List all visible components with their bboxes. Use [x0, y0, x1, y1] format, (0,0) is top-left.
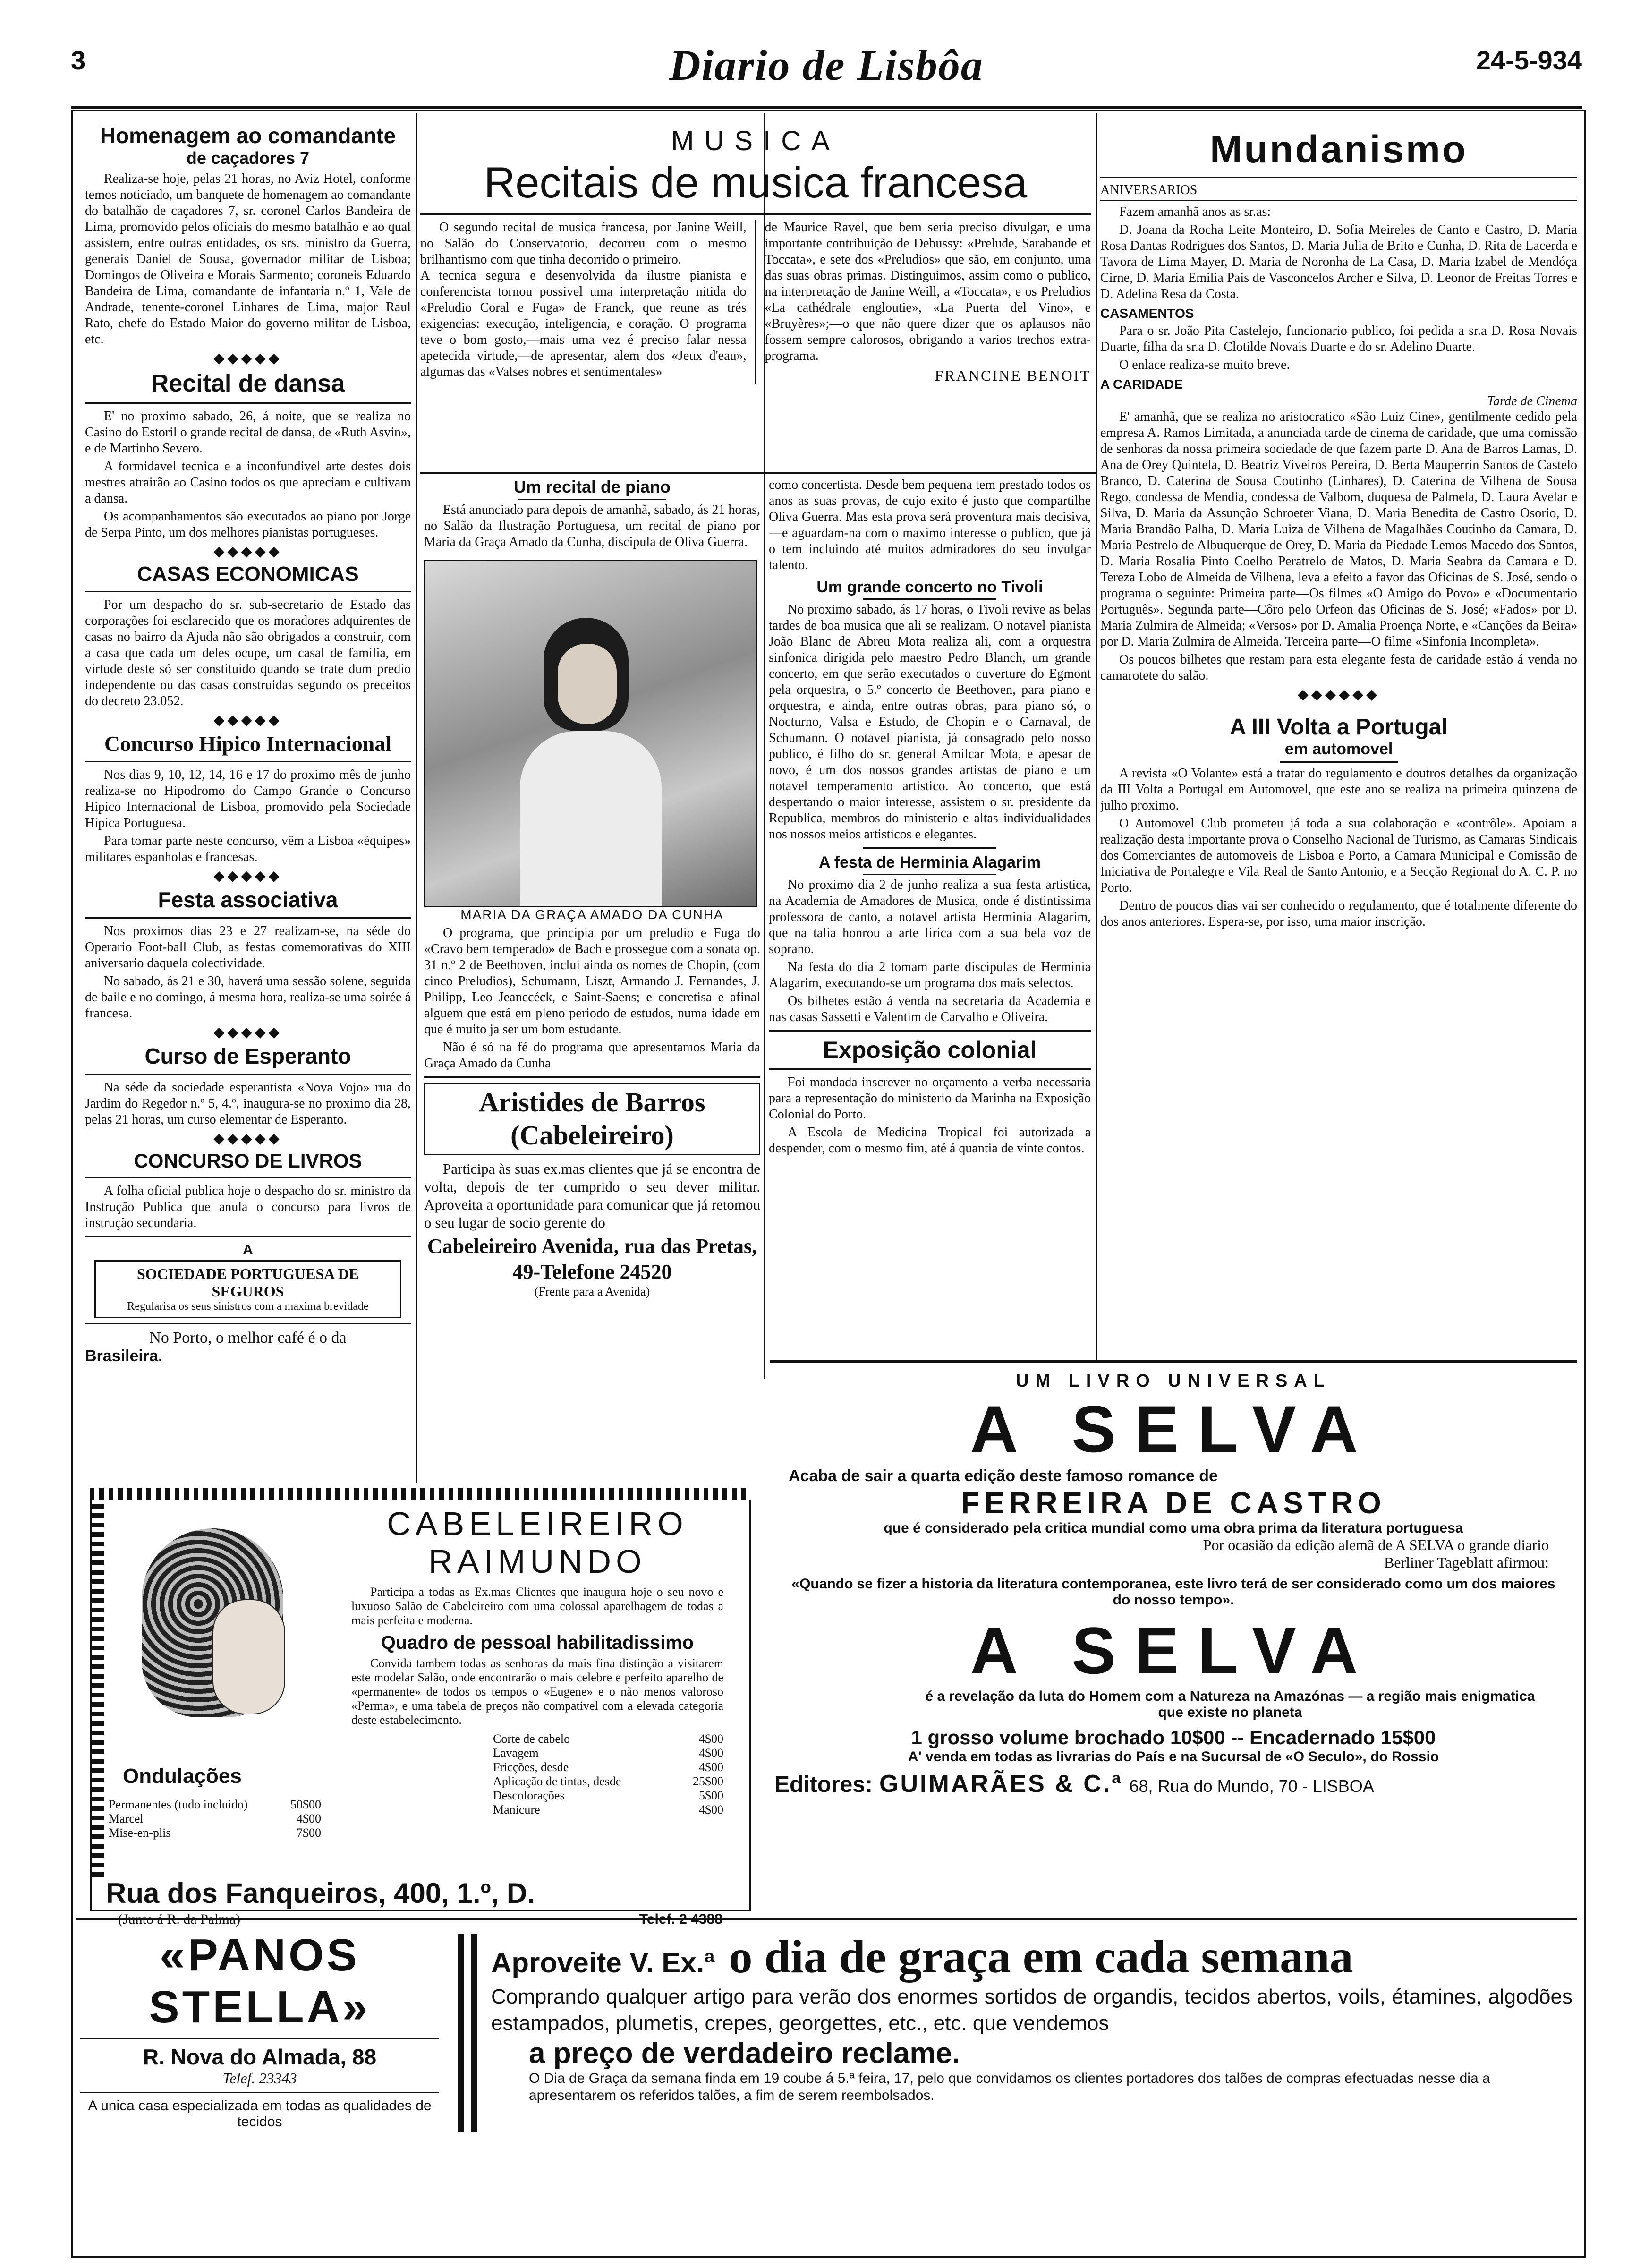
- seguros-pre: A: [243, 1242, 253, 1258]
- right-prices: [493, 1732, 723, 1817]
- portrait-dress: [520, 731, 662, 907]
- price-row: Corte de cabelo 4$00: [493, 1732, 723, 1746]
- selva-line3: Por ocasião da edição alemã de A SELVA o grande diario Berliner Tageblatt afirmou:: [1203, 1536, 1549, 1571]
- face-icon: [212, 1599, 285, 1714]
- price-row: Fricções, desde 4$00: [493, 1760, 723, 1774]
- selva-title-2: A SELVA: [970, 1613, 1377, 1688]
- price-row: Mise-en-plis 7$00: [109, 1826, 321, 1840]
- stella-ad: [76, 1918, 1577, 2251]
- ornament-divider: ◆◆◆◆◆: [213, 868, 282, 884]
- festa-text: No sabado, ás 21 e 30, haverá uma sessão solene, seguida de baile e no domingo, á mesma hora, realiza-se uma soirée á francesa.: [85, 974, 411, 1021]
- hipico-text: Nos dias 9, 10, 12, 14, 16 e 17 do proximo mês de junho realiza-se no Hipodromo do Campo Grande o Concurso Hipico Internacional de Lisboa, promovido pela Sociedade Hipica Portuguesa.: [85, 767, 411, 830]
- aristides-note: (Frente para a Avenida): [534, 1285, 650, 1298]
- tivoli-title: Um grande concerto no Tivoli: [816, 578, 1043, 596]
- recital-dansa-text: E' no proximo sabado, 26, á noite, que se realiza no Casino do Estoril o grande recital de dansa, de «Ruth Asvin», e de Martinho Severo.: [85, 409, 411, 456]
- aristides-title: Aristides de Barros (Cabeleireiro): [479, 1087, 706, 1151]
- issue-date: 24-5-934: [1476, 45, 1582, 75]
- raimundo-title: CABELEIREIRO RAIMUNDO: [387, 1505, 688, 1580]
- hipico-text: Para tomar parte neste concurso, vêm a Lisboa «équipes» militares espanholas e francesas.: [85, 834, 411, 864]
- column-3: [769, 477, 1091, 1159]
- stella-offer: [491, 1929, 1572, 2104]
- raimundo-address: Rua dos Fanqueiros, 400, 1.º, D.: [106, 1877, 535, 1909]
- stella-address: R. Nova do Almada, 88: [143, 2045, 377, 2069]
- publisher-name: GUIMARÃES & C.ª: [879, 1770, 1123, 1798]
- recital-piano-text: Está anunciado para depois de amanhã, sabado, ás 21 horas, no Salão da Ilustração Portuguesa, um recital de piano por Maria da Graça Amado da Cunha, discipula de Oliva Guerra.: [424, 503, 760, 549]
- stella-text2: O Dia de Graça da semana finda em 19 coube á 5.ª feira, 17, pelo que convidamos os clientes portadores dos talões de compras efectuadas nesse dia a apresentarem os referidos talões, a fim de serem reembolsados.: [529, 2071, 1490, 2103]
- aristides-address: Cabeleireiro Avenida, rua das Pretas, 49-Telefone 24520: [427, 1235, 757, 1283]
- alagarim-title: A festa de Herminia Alagarim: [819, 853, 1041, 871]
- aniversarios-label: ANIVERSARIOS: [1100, 183, 1198, 197]
- publisher-label: Editores:: [774, 1772, 873, 1797]
- divider: [85, 1074, 411, 1075]
- homenagem-subtitle: de caçadores 7: [186, 148, 310, 168]
- programa-text: O programa, que principia por um preludio e Fuga do «Cravo bem temperado» de Bach e prossegue com a sonata op. 31 n.º 2 de Beethoven, inclui ainda os nomes de Chopin, (com cinco Preludios), Schumann, Liszt, Armando J. Fernandes, J. Philipp, Leo Jeanccéck, e Saint-Saens; e concretisa e afinal alguem que está em pleno periodo de estudos, numa idade em que é muito ja ser um bom estudante.: [424, 926, 760, 1037]
- musica-section: [420, 125, 1091, 384]
- selva-kicker: UM LIVRO UNIVERSAL: [1016, 1371, 1331, 1391]
- livros-title: CONCURSO DE LIVROS: [134, 1150, 362, 1172]
- price-row: Manicure 4$00: [493, 1803, 723, 1816]
- porto-name: Brasileira.: [85, 1347, 163, 1365]
- colonial-text: Foi mandada inscrever no orçamento a verba necessaria para a representação do ministerio da Marinha na Exposição Colonial do Porto.: [769, 1075, 1091, 1122]
- photo-caption: MARIA DA GRAÇA AMADO DA CUNHA: [460, 907, 724, 922]
- caridade-label: A CARIDADE: [1100, 377, 1183, 392]
- musica-text-right: de Maurice Ravel, que bem seria preciso divulgar, e uma importante contribuição de Debussy: «Prelude, Sarabande et Toccata», e sete dos «Preludios» que são, em conjunto, uma das suas obras primas. Distinguimos, assim como o publico, na interpretação de Janine Weill, a «Toccata», e os Preludios «La cathédrale engloutie», «La Puerta del Vino», e «Bruyères»;—o que não quere dizer que os aplausos não fossem sempre calorosos, obrigando a varios trechos extra-programa.: [765, 220, 1091, 363]
- ornament-divider: ◆◆◆◆◆: [213, 544, 282, 559]
- masthead-rule: [71, 106, 1582, 109]
- stella-bar: [458, 1934, 477, 2132]
- programa-text: Não é só na fé do programa que apresentamos Maria da Graça Amado da Cunha: [424, 1040, 760, 1071]
- musica-kicker: MUSICA: [671, 126, 840, 156]
- price-row: Marcel 4$00: [109, 1812, 321, 1825]
- caridade-text: Os poucos bilhetes que restam para esta elegante festa de caridade estão á venda no camarotete do salão.: [1100, 652, 1577, 683]
- festa-text: Nos proximos dias 23 e 27 realizam-se, na séde do Operario Foot-ball Club, as festas comemorativas do XIII aniversario daquela colectividade.: [85, 924, 411, 971]
- casas-title: CASAS ECONOMICAS: [137, 563, 359, 586]
- volta-text: Dentro de poucos dias vai ser conhecido o regulamento, que é totalmente diferente do dos anos anteriores. Espera-se, por isso, uma maior inscrição.: [1100, 898, 1577, 929]
- publisher-address: 68, Rua do Mundo, 70 - LISBOA: [1129, 1776, 1374, 1796]
- aristides-text: Participa às suas ex.mas clientes que já se encontra de volta, depois de ter cumprido o seu dever militar. Aproveita a oportunidade para comunicar que já retomou o seu lugar de socio gerente do: [424, 1160, 760, 1231]
- column-rule: [1096, 113, 1097, 1360]
- casas-text: Por um despacho do sr. sub-secretario de Estado das corporações foi esclarecido que os moradores adquirentes de casas no bairro da Ajuda não são obrigados a construir, com a casa que cada um deles ocupe, um casal de familia, em virtude deste só ser constituido quando se trate dum predio independente ou das casas construidas segundo os preceitos do decreto 23.052.: [85, 597, 411, 708]
- colonial-text: A Escola de Medicina Tropical foi autorizada a despender, com o mesmo fim, até á quantia de vinte contos.: [769, 1125, 1091, 1156]
- divider: [863, 598, 996, 600]
- newspaper-title: Diario de Lisbôa: [669, 41, 984, 89]
- divider: [85, 591, 411, 592]
- selva-ad: [770, 1360, 1577, 1901]
- price-row: Permanentes (tudo incluido) 50$00: [109, 1798, 321, 1811]
- raimundo-phone: Telef. 2 4388: [639, 1911, 722, 1927]
- raimundo-text: Participa a todas as Ex.mas Clientes que inaugura hoje o seu novo e luxuoso Salão de Cabeleireiro com uma colossal aparelhagem de todas a mais perfeita e moderna.: [351, 1585, 723, 1627]
- selva-author: FERREIRA DE CASTRO: [961, 1486, 1386, 1520]
- musica-headline: Recitais de musica francesa: [484, 159, 1028, 207]
- stella-text: Comprando qualquer artigo para verão dos enormes sortidos de organdis, tecidos abertos, voils, étamines, algodões estampados, plumetis, crepes, georgettes, etc., etc. que vendemos: [491, 1985, 1572, 2035]
- selva-price: 1 grosso volume brochado 10$00 -- Encadernado 15$00: [911, 1726, 1436, 1748]
- stella-brand: [80, 1929, 439, 2130]
- raimundo-footer: [90, 1877, 751, 1911]
- alagarim-text: Na festa do dia 2 tomam parte discipulas de Herminia Alagarim, executando-se um programa dos mais selectos.: [769, 960, 1091, 990]
- section-rule: [420, 472, 1096, 474]
- volta-text: A revista «O Volante» está a tratar do regulamento e doutros detalhes da organização da III Volta a Portugal em Automovel, que este ano se realiza na primeira quinzena de julho proximo.: [1100, 766, 1577, 813]
- colonial-title: Exposição colonial: [823, 1037, 1037, 1063]
- divider: [80, 2092, 439, 2093]
- checker-border: [90, 1488, 751, 1500]
- column-rule: [416, 113, 417, 1483]
- divider: [85, 917, 411, 919]
- alagarim-text: Os bilhetes estão á venda na secretaria da Academia e nas casas Sassetti e Valentim de Carvalho e Oliveira.: [769, 994, 1091, 1024]
- portrait-face: [558, 644, 617, 724]
- ornament-divider: ◆◆◆◆◆: [213, 1024, 282, 1040]
- selva-quote: «Quando se fizer a historia da literatura contemporanea, este livro terá de ser considerado como um dos maiores do nosso tempo».: [791, 1576, 1556, 1608]
- selva-line4: é a revelação da luta do Homem com a Natureza na Amazónas — a região mais enigmatica que existe no planeta: [925, 1688, 1535, 1720]
- ornament-divider: ◆◆◆◆◆: [213, 712, 282, 728]
- divider: [863, 847, 996, 849]
- masthead: [71, 41, 1582, 102]
- divider: [769, 1030, 1091, 1032]
- hipico-title: Concurso Hipico Internacional: [104, 732, 392, 756]
- volta-sub: em automovel: [1284, 740, 1393, 758]
- festa-title: Festa associativa: [158, 887, 338, 912]
- column-4: [1100, 128, 1577, 932]
- portrait-photo: [424, 560, 757, 907]
- caridade-sub: Tarde de Cinema: [1487, 394, 1577, 409]
- raimundo-ad: [90, 1488, 751, 1927]
- seguros-title: SOCIEDADE PORTUGUESA DE SEGUROS: [136, 1265, 359, 1300]
- stella-headline-a: Aproveite V. Ex.ª: [491, 1947, 715, 1978]
- recital-dansa-text: A formidavel tecnica e a inconfundivel arte destes dois mestres atrairão ao Casino todos os que apreciam e cultivam a dansa.: [85, 459, 411, 506]
- recital-dansa-title: Recital de dansa: [151, 370, 345, 397]
- divider: [85, 1236, 411, 1237]
- divider: [518, 499, 666, 500]
- ornament-divider: ◆◆◆◆◆◆: [1297, 687, 1380, 702]
- ornament-divider: ◆◆◆◆◆: [213, 1131, 282, 1146]
- stella-headline-b: o dia de graça em cada semana: [729, 1930, 1353, 1983]
- left-prices: [109, 1798, 321, 1840]
- ondulacoes-label: Ondulações: [123, 1765, 242, 1788]
- divider: [85, 1177, 411, 1178]
- raimundo-illustration: [104, 1500, 326, 1877]
- raimundo-sub: Quadro de pessoal habilitadissimo: [381, 1632, 694, 1653]
- aniversarios-intro: Fazem amanhã anos as sr.as:: [1119, 205, 1271, 219]
- divider: [85, 402, 411, 404]
- selva-title: A SELVA: [970, 1392, 1377, 1466]
- divider: [769, 1068, 1091, 1070]
- stella-slogan: a preço de verdadeiro reclame.: [529, 2037, 960, 2070]
- musica-text-left: O segundo recital de musica francesa, por Janine Weill, no Salão do Conservatorio, decorreu com o mesmo brilhantismo com que tinha decorrido o primeiro. A tecnica segura e desenvolvida da ilustre pianista e conferencista tornou possivel uma interpretação nitida do «Preludio Coral e Fuga» de Franck, que reune as trés exigencias: execução, inteligencia, e coração. O programa teve o bom gosto,—mais uma vez é preciso falar nessa apetecida virtude,—de apresentar, alem dos «Jeux d'eau», algumas das «Valses nobres et sentimentales»: [420, 220, 747, 379]
- recital-dansa-text: Os acompanhamentos são executados ao piano por Jorge de Serpa Pinto, um dos melhores pianistas portugueses.: [85, 509, 411, 540]
- column-2: [424, 477, 760, 1299]
- esperanto-text: Na séde da sociedade esperantista «Nova Vojo» rua do Jardim do Regedor n.º 5, 4.º, inaugura-se no proximo dia 28, pelas 21 horas, um curso elementar de Esperanto.: [85, 1080, 411, 1127]
- musica-signature: FRANCINE BENOIT: [935, 367, 1091, 384]
- esperanto-title: Curso de Esperanto: [144, 1044, 351, 1068]
- alagarim-text: No proximo dia 2 de junho realiza a sua festa artistica, na Academia de Amadores de Musica, onde é distintissima professora de canto, a notavel artista Herminia Alagarim, que na talia honrou a arte lirica com a sua bela voz de soprano.: [769, 878, 1091, 956]
- tivoli-text: No proximo sabado, ás 17 horas, o Tivoli revive as belas tardes de boa musica que ali se realizam. O notavel pianista João Blanc de Abreu Mota realiza ali, com a orquestra sinfonica dirigida pelo maestro Pedro Blanch, um grande concerto, em que serão executados o cuverture do Egmont pela orquestra, o 5.º concerto de Beethoven, para piano e orquestra, e ainda, entre outras obras, para piano só, o Nocturno, Valsa e Estudo, de Chopin e o Carnaval, de Schumann. O notavel pianista, já consagrado pelo nosso publico, é filho do sr. general Amilcar Mota, e apesar de novo, é um dos nossos grandes artistas de piano e um notavel temperamento artistico. Ao concerto, que está despertando o maior interesse, assistem o sr. presidente da Republica, membros do ministerio e altas individualidades nos nossos meios artisticos e elegantes.: [769, 602, 1091, 842]
- homenagem-text: Realiza-se hoje, pelas 21 horas, no Aviz Hotel, conforme temos noticiado, um banquete de homenagem ao comandante do batalhão de caçadores 7, sr. coronel Carlos Bandeira de Lima, promovido pelos oficiais do mesmo batalhão e ao qual assistem, entre outras entidades, os srs. ministro da Guerra, generais Daniel de Sousa, governador militar de Lisboa; Domingos de Oliveira e Morais Sarmento; coroneis Eduardo Bandeira de Lima, comandante de infantaria n.º 1, Vale de Andrade, tenente-coronel Linhares de Lima, major Raul Rato, chefe do Estado Maior do governo militar de Lisboa, etc.: [85, 171, 411, 347]
- volta-text: O Automovel Club prometeu já toda a sua colaboração e «contrôle». Apoiam a realização desta importante prova o Conselho Nacional de Turismo, as Camaras Sindicais dos Comerciantes de automoveis de Lisboa e Porto, a Camara Municipal e Comissão de Iniciativa de Portalegre e Vila Real de Santo Antonio, e a Secção Regional do A. C. P. no Porto.: [1100, 816, 1577, 895]
- divider: [863, 874, 996, 875]
- livros-text: A folha oficial publica hoje o despacho do sr. ministro da Instrução Publica que anula o concurso para livros de instrução secundaria.: [85, 1184, 411, 1230]
- aniversarios-names: D. Joana da Rocha Leite Monteiro, D. Sofia Meireles de Canto e Castro, D. Maria Rosa Dantas Rodrigues dos Santos, D. Maria Julia de Brito e Cunha, D. Rita de Lacerda e Tavora de Lima Mayer, D. Maria de Noronha de La Casa, D. Maria Izabel de Mendóça Cirne, D. Maria Emilia Pais de Vasconcelos Archer e Silva, D. Leonor de Freitas Torres e D. Adelina Resa da Costa.: [1100, 222, 1577, 301]
- casamentos-label: CASAMENTOS: [1100, 306, 1194, 321]
- seguros-line: Regularisa os seus sinistros com a maxima brevidade: [127, 1300, 369, 1313]
- divider: [85, 1323, 411, 1324]
- stella-title: «PANOS STELLA»: [149, 1930, 371, 2032]
- stella-phone: Telef. 23343: [222, 2070, 297, 2087]
- divider: [1100, 177, 1577, 178]
- price-row: Aplicação de tintas, desde 25$00: [493, 1774, 723, 1788]
- aristides-ad: [424, 1083, 760, 1155]
- continuation-text: como concertista. Desde bem pequena tem prestado todos os anos as suas provas, de cujo exito é justo que compartilhe Oliva Guerra. Mas esta prova será proventura mais decisiva,—e aguardam-na com o maximo interesse o publico, que já o tem incluindo até muitos admiradores do seu invulgar talento.: [769, 477, 1091, 572]
- divider: [80, 2038, 439, 2039]
- caridade-text: E' amanhã, que se realiza no aristocratico «São Luiz Cine», gentilmente cedido pela empresa A. Ramos Limitada, a anunciada tarde de cinema de caridade, que uma comissão de senhoras da nossa primeira sociedade de que fazem parte D. Ana de Barros Lamas, D. Ana de Orey Quintela, D. Beatriz Viveiros Pereira, D. Berta Mauperrin Santos de Castelo Branco, D. Caterina de Sousa Coutinho (Linhares), D. Caterina de Vilhena de Sousa Rego, condessa de Mendia, condessa de Valbom, duquesa de Palmela, D. Laura Avelar e Silva, D. Maria da Assunção Schroeter Viana, D. Maria Benedita de Castro Osorio, D. Maria Brandão Palha, D. Maria Luiza de Vilhena de Magalhães Coutinho da Camara, D. Maria Pestrelo de Albuquerque de Orey, D. Maria da Piedade Lemos Macedo dos Santos, D. Maria Rosalia Pinto Coelho Peratrelo de Matos, D. Maria Seabra da Camara e D. Tereza Lobo de Almeida de Vilhena, leva a efeito a favor das Oficinas de S. José, sendo o programa o seguinte: Primeira parte—Os filmes «O Amigo do Povo» e «Documentario Português». Segunda parte—Côro pelo Orfeon das Oficinas de S. José; «Fados» por D. Maria Zulmira de Almeida; «Versos» por D. Amalia Proença Norte, e «Canções da Beira» por D. Maria Zulmira de Almeida. Terceira parte—O filme «Sinfonia Incompleta».: [1100, 409, 1577, 649]
- volta-title: A III Volta a Portugal: [1230, 715, 1448, 740]
- raimundo-address-note: (Junto á R. da Palma): [118, 1911, 241, 1927]
- seguros-ad: [94, 1260, 401, 1318]
- column-rule: [755, 220, 756, 384]
- selva-line5: A' venda em todas as livrarias do País e na Sucursal de «O Seculo», do Rossio: [908, 1749, 1439, 1765]
- ornament-divider: ◆◆◆◆◆: [213, 350, 282, 366]
- selva-publisher: [774, 1770, 1577, 1798]
- porto-text: No Porto, o melhor café é o da: [149, 1329, 347, 1347]
- page-number: 3: [71, 45, 86, 75]
- column-1: [85, 123, 411, 1365]
- price-row: Lavagem 4$00: [493, 1746, 723, 1760]
- divider: [420, 213, 1091, 215]
- divider: [85, 761, 411, 762]
- divider: [1280, 761, 1398, 763]
- casamentos-text: O enlace realiza-se muito breve.: [1119, 358, 1290, 372]
- selva-line2: que é considerado pela critica mundial como uma obra prima da literatura portuguesa: [884, 1520, 1463, 1536]
- divider: [424, 1076, 760, 1078]
- divider: [1100, 200, 1577, 201]
- stella-note: A unica casa especializada em todas as qualidades de tecidos: [88, 2098, 432, 2130]
- mundanismo-title: Mundanismo: [1210, 128, 1468, 171]
- selva-line1: Acaba de sair a quarta edição deste famoso romance de: [789, 1467, 1218, 1485]
- checker-border: [92, 1500, 104, 1877]
- price-row: Descolorações 5$00: [493, 1789, 723, 1802]
- casamentos-text: Para o sr. João Pita Castelejo, funcionario publico, foi pedida a sr.a D. Rosa Novais Duarte, filha da sr.a D. Clotilde Novais Duarte e do sr. Adelino Duarte.: [1100, 324, 1577, 354]
- raimundo-text2: Convida tambem todas as senhoras da mais fina distinção a visitarem este modelar Salão, onde encontrarão o mais celebre e perfeito aparelho de «permanente» de todos os tempos o «Eugene» e o não menos valoroso «Perma», e uma tabela de preços não compativel com a elevada categoria deste estabelecimento.: [351, 1656, 723, 1727]
- recital-piano-title: Um recital de piano: [513, 477, 671, 496]
- homenagem-title: Homenagem ao comandante: [100, 123, 396, 148]
